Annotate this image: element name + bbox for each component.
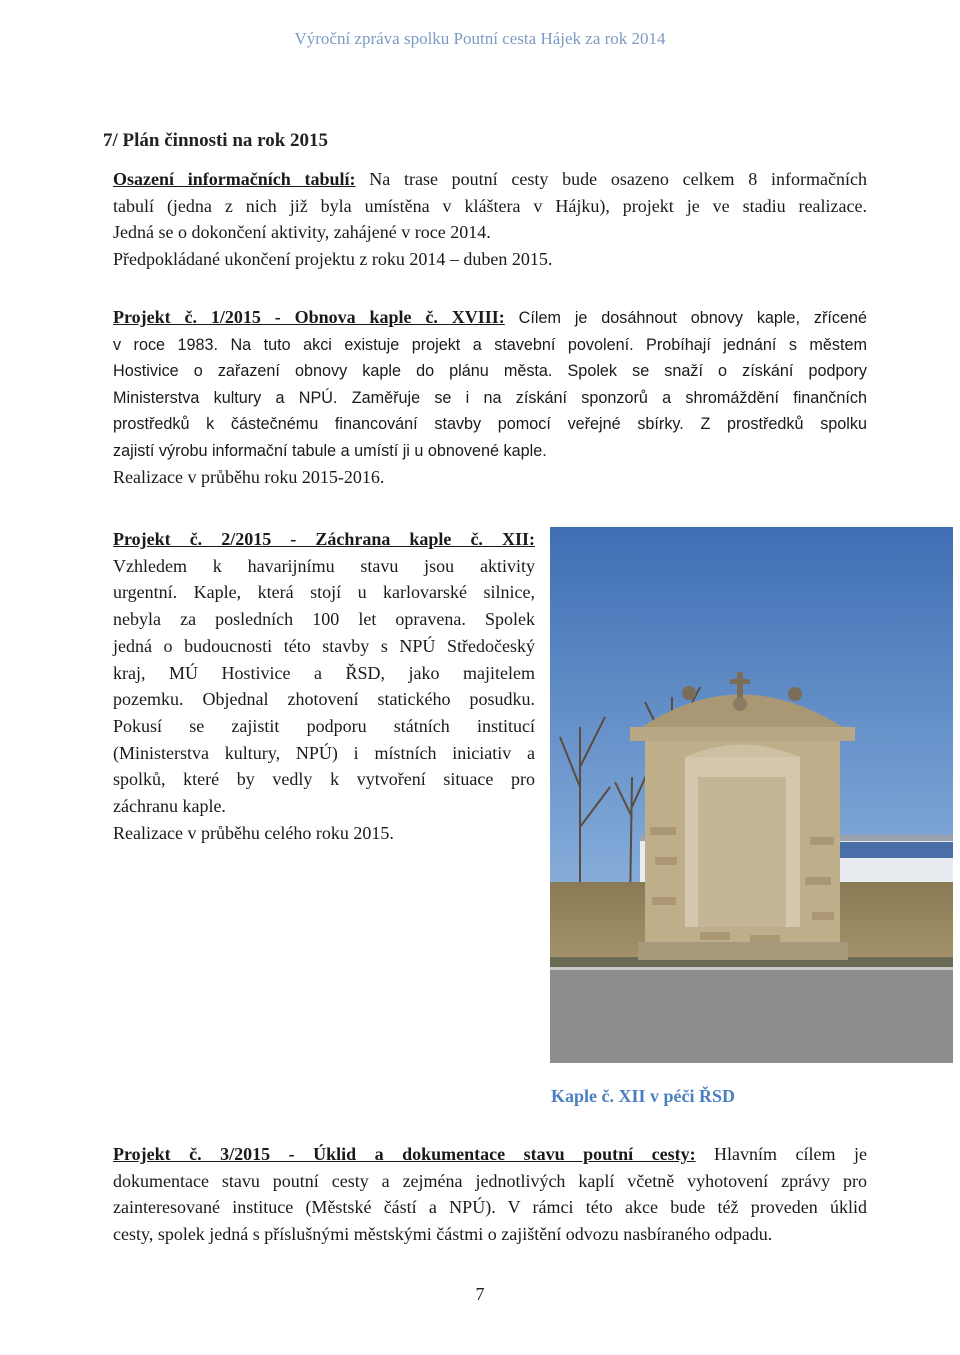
project-1-title: Projekt č. 1/2015 - Obnova kaple č. XVIII: [113, 307, 505, 327]
document-header: Výroční zpráva spolku Poutní cesta Hájek za rok 2014 [294, 29, 666, 48]
page-number: 7 [475, 1284, 485, 1304]
project-2-paragraph: Projekt č. 2/2015 - Záchrana kaple č. XII: Vzhledem k havarijnímu stavu jsou aktivity urgentní. Kaple, která stojí u karlovarské silnice, nebyla za posledních 100 let opravena. Spolek jedná o budoucnosti této stavby s NPÚ Středočeský kraj, MÚ Hostivice a ŘSD, jako majitelem pozemku. Objednal zhotovení statického posudku. Pokusí se zajistit podporu státních institucí (Ministerstva kultury, NPÚ) i místních iniciativ a spolků, které by vedly k vytvoření situace pro záchranu kaple. Realizace v průběhu celého roku 2015. [113, 529, 535, 843]
photo-caption: Kaple č. XII v péči ŘSD [551, 1086, 735, 1106]
project-3-paragraph: Projekt č. 3/2015 - Úklid a dokumentace stavu poutní cesty: Hlavním cílem je dokumentace stavu poutní cesty a zejména jednotlivých kaplí včetně vyhotovení zprávy pro zainteresované instituce (Městské částí a NPÚ). V rámci této akce bude též proveden úklid cesty, spolek jedná s příslušnými městskými částmi o zajištění odvozu nasbíraného odpadu. [113, 1144, 867, 1244]
section-heading: 7/ Plán činnosti na rok 2015 [103, 130, 329, 151]
info-boards-paragraph: Osazení informačních tabulí: Na trase poutní cesty bude osazeno celkem 8 informačních tabulí (jedna z nich již byla umístěna v klášterа v Hájku), projekt je ve stadiu realizace. Jedná se o dokončení aktivity, zahájené v roce 2014. Předpokládané ukončení projektu z roku 2014 – duben 2015. [113, 169, 868, 269]
project-1-paragraph: Projekt č. 1/2015 - Obnova kaple č. XVIII: Cílem je dosáhnout obnovy kaple, zřícené v roce 1983. Na tuto akci existuje projekt a stavební povolení. Probíhají jednání s městem Hostivice o zařazení obnovy kaple do plánu města. Spolek se snaží o získání podpory Ministerstva kultury a NPÚ. Zaměřuje se i na získání sponzorů a shromáždění finančních prostředků k částečnému financování stavby pomocí veřejné sbírky. Z prostředků spolku zajistí výrobu informační tabule a umístí ji u obnovené kaple. Realizace v průběhu roku 2015-2016. [113, 307, 867, 487]
info-boards-title: Osazení informačních tabulí: [113, 169, 356, 189]
project-2-title: Projekt č. 2/2015 - Záchrana kaple č. XII: [113, 529, 535, 549]
project-3-title: Projekt č. 3/2015 - Úklid a dokumentace stavu poutní cesty: [113, 1144, 696, 1164]
chapel-photo [550, 527, 953, 1063]
